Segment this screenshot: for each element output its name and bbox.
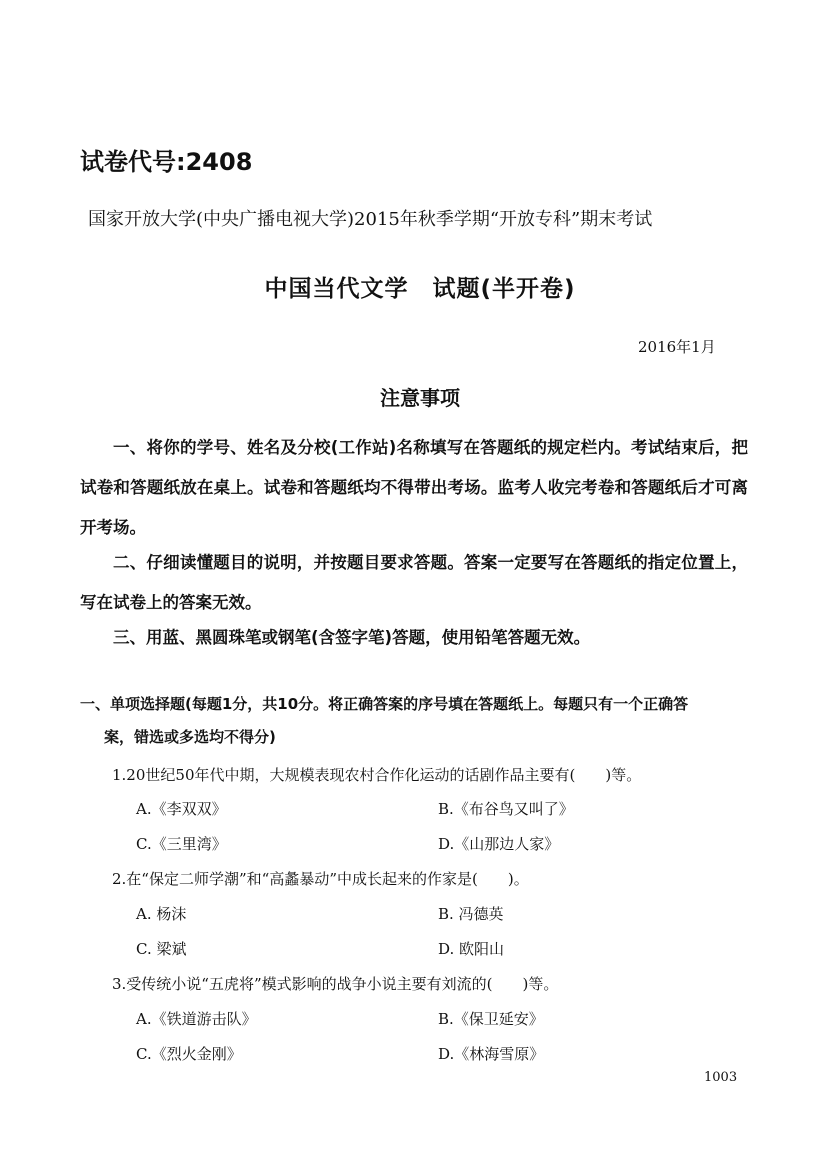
- section-heading-line-1: 一、单项选择题(每题1分，共10分。将正确答案的序号填在答题纸上。每题只有一个正确答: [80, 695, 689, 713]
- question-3-stem: 3.受传统小说“五虎将”模式影响的战争小说主要有刘流的( )等。: [112, 975, 559, 993]
- question-3-option-b: B.《保卫延安》: [438, 1010, 544, 1028]
- question-3-option-a: A.《铁道游击队》: [136, 1010, 257, 1028]
- notice-heading: 注意事项: [380, 386, 460, 410]
- page-number: 1003: [704, 1070, 738, 1085]
- question-1-stem: 1.20世纪50年代中期，大规模表现农村合作化运动的话剧作品主要有( )等。: [112, 766, 642, 784]
- question-3-option-d: D.《林海雪原》: [438, 1045, 545, 1063]
- question-2-stem: 2.在“保定二师学潮”和“高蠡暴动”中成长起来的作家是( )。: [112, 870, 529, 888]
- question-2-option-a: A. 杨沫: [136, 905, 187, 923]
- question-2-option-d: D. 欧阳山: [438, 940, 505, 958]
- question-1-option-b: B.《布谷鸟又叫了》: [438, 800, 574, 818]
- question-2-option-c: C. 梁斌: [136, 940, 187, 958]
- exam-title: 中国当代文学 试题(半开卷): [264, 276, 576, 302]
- question-3-option-c: C.《烈火金刚》: [136, 1045, 242, 1063]
- section-heading: [80, 688, 748, 754]
- section-heading-line-2: 案，错选或多选均不得分): [104, 728, 276, 746]
- exam-header: 国家开放大学(中央广播电视大学)2015年秋季学期“开放专科”期末考试: [88, 209, 653, 230]
- paper-code: 试卷代号:2408: [80, 148, 253, 176]
- notice-item-2: 二、仔细读懂题目的说明，并按题目要求答题。答案一定要写在答题纸的指定位置上，写在试卷上的答案无效。: [80, 553, 748, 612]
- question-2-option-b: B. 冯德英: [438, 905, 504, 923]
- question-1-option-a: A.《李双双》: [136, 800, 227, 818]
- notice-item-1: 一、将你的学号、姓名及分校(工作站)名称填写在答题纸的规定栏内。考试结束后，把试卷和答题纸放在桌上。试卷和答题纸均不得带出考场。监考人收完考卷和答题纸后才可离开考场。: [80, 438, 748, 537]
- question-1-option-d: D.《山那边人家》: [438, 835, 560, 853]
- exam-date: 2016年1月: [638, 338, 716, 356]
- question-1-option-c: C.《三里湾》: [136, 835, 227, 853]
- notice-item-3: 三、用蓝、黑圆珠笔或钢笔(含签字笔)答题，使用铅笔答题无效。: [113, 628, 591, 647]
